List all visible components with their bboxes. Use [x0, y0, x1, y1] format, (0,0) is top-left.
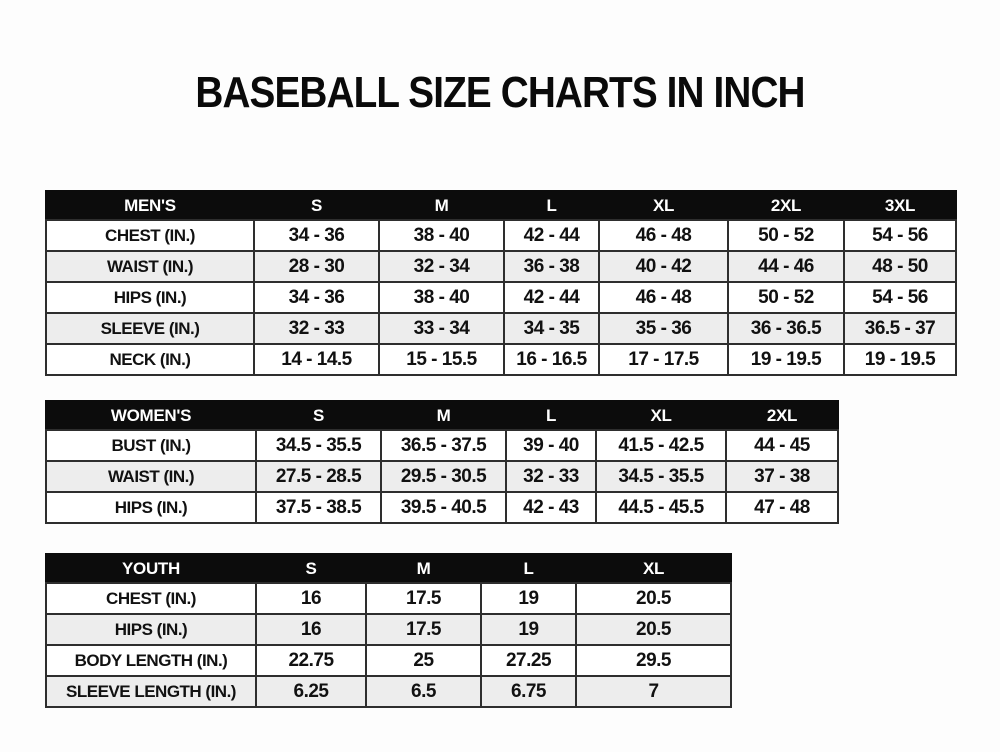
column-header-cell: L [481, 554, 576, 583]
table-row [46, 461, 838, 492]
column-header-cell: L [504, 191, 599, 220]
size-value-cell: 6.5 [366, 676, 481, 707]
column-header-cell: XL [596, 401, 726, 430]
column-header-cell: XL [576, 554, 731, 583]
size-value-cell: 37.5 - 38.5 [256, 492, 381, 523]
row-label-cell: HIPS (IN.) [46, 282, 254, 313]
size-value-cell: 42 - 44 [504, 220, 599, 251]
size-value-cell: 16 [256, 614, 366, 645]
size-value-cell: 32 - 33 [506, 461, 596, 492]
size-value-cell: 20.5 [576, 583, 731, 614]
size-value-cell: 34 - 36 [254, 282, 379, 313]
size-value-cell: 7 [576, 676, 731, 707]
size-value-cell: 46 - 48 [599, 220, 728, 251]
mens-header-row [46, 191, 956, 220]
size-value-cell: 19 - 19.5 [728, 344, 844, 375]
table-row [46, 492, 838, 523]
size-value-cell: 6.75 [481, 676, 576, 707]
size-value-cell: 42 - 44 [504, 282, 599, 313]
size-value-cell: 16 - 16.5 [504, 344, 599, 375]
size-value-cell: 20.5 [576, 614, 731, 645]
size-value-cell: 36.5 - 37.5 [381, 430, 506, 461]
size-value-cell: 50 - 52 [728, 282, 844, 313]
mens-size-table [45, 190, 957, 376]
row-label-cell: NECK (IN.) [46, 344, 254, 375]
size-value-cell: 44.5 - 45.5 [596, 492, 726, 523]
size-value-cell: 29.5 - 30.5 [381, 461, 506, 492]
size-value-cell: 32 - 33 [254, 313, 379, 344]
size-value-cell: 25 [366, 645, 481, 676]
size-value-cell: 16 [256, 583, 366, 614]
size-value-cell: 27.5 - 28.5 [256, 461, 381, 492]
womens-header-row [46, 401, 838, 430]
size-value-cell: 17.5 [366, 614, 481, 645]
size-value-cell: 17.5 [366, 583, 481, 614]
size-value-cell: 34 - 36 [254, 220, 379, 251]
table-row [46, 676, 731, 707]
row-label-cell: SLEEVE (IN.) [46, 313, 254, 344]
table-row [46, 313, 956, 344]
row-label-cell: HIPS (IN.) [46, 492, 256, 523]
youth-size-table [45, 553, 732, 708]
size-value-cell: 48 - 50 [844, 251, 956, 282]
column-header-cell: 2XL [726, 401, 838, 430]
size-value-cell: 50 - 52 [728, 220, 844, 251]
column-header-cell: M [379, 191, 504, 220]
table-title-cell: WOMEN'S [46, 401, 256, 430]
size-value-cell: 54 - 56 [844, 220, 956, 251]
size-value-cell: 47 - 48 [726, 492, 838, 523]
size-value-cell: 15 - 15.5 [379, 344, 504, 375]
row-label-cell: SLEEVE LENGTH (IN.) [46, 676, 256, 707]
row-label-cell: WAIST (IN.) [46, 251, 254, 282]
column-header-cell: S [256, 554, 366, 583]
row-label-cell: WAIST (IN.) [46, 461, 256, 492]
size-value-cell: 44 - 45 [726, 430, 838, 461]
size-value-cell: 22.75 [256, 645, 366, 676]
table-row [46, 430, 838, 461]
table-row [46, 251, 956, 282]
size-value-cell: 34.5 - 35.5 [596, 461, 726, 492]
size-value-cell: 36 - 38 [504, 251, 599, 282]
size-value-cell: 28 - 30 [254, 251, 379, 282]
column-header-cell: XL [599, 191, 728, 220]
size-value-cell: 37 - 38 [726, 461, 838, 492]
column-header-cell: 2XL [728, 191, 844, 220]
row-label-cell: CHEST (IN.) [46, 220, 254, 251]
size-value-cell: 39.5 - 40.5 [381, 492, 506, 523]
column-header-cell: S [254, 191, 379, 220]
table-row [46, 282, 956, 313]
size-value-cell: 6.25 [256, 676, 366, 707]
size-value-cell: 42 - 43 [506, 492, 596, 523]
row-label-cell: BODY LENGTH (IN.) [46, 645, 256, 676]
youth-header-row [46, 554, 731, 583]
size-value-cell: 29.5 [576, 645, 731, 676]
size-value-cell: 17 - 17.5 [599, 344, 728, 375]
size-value-cell: 35 - 36 [599, 313, 728, 344]
column-header-cell: M [366, 554, 481, 583]
size-value-cell: 39 - 40 [506, 430, 596, 461]
size-value-cell: 40 - 42 [599, 251, 728, 282]
size-value-cell: 38 - 40 [379, 282, 504, 313]
size-value-cell: 14 - 14.5 [254, 344, 379, 375]
page-title: BASEBALL SIZE CHARTS IN INCH [195, 68, 805, 117]
table-row [46, 583, 731, 614]
size-value-cell: 19 - 19.5 [844, 344, 956, 375]
womens-size-table [45, 400, 839, 524]
size-value-cell: 36.5 - 37 [844, 313, 956, 344]
column-header-cell: S [256, 401, 381, 430]
size-value-cell: 46 - 48 [599, 282, 728, 313]
size-value-cell: 19 [481, 614, 576, 645]
table-row [46, 220, 956, 251]
size-value-cell: 19 [481, 583, 576, 614]
size-value-cell: 38 - 40 [379, 220, 504, 251]
row-label-cell: CHEST (IN.) [46, 583, 256, 614]
size-value-cell: 54 - 56 [844, 282, 956, 313]
size-value-cell: 33 - 34 [379, 313, 504, 344]
row-label-cell: BUST (IN.) [46, 430, 256, 461]
size-value-cell: 27.25 [481, 645, 576, 676]
size-value-cell: 32 - 34 [379, 251, 504, 282]
size-value-cell: 34.5 - 35.5 [256, 430, 381, 461]
column-header-cell: M [381, 401, 506, 430]
table-title-cell: MEN'S [46, 191, 254, 220]
row-label-cell: HIPS (IN.) [46, 614, 256, 645]
size-value-cell: 36 - 36.5 [728, 313, 844, 344]
column-header-cell: L [506, 401, 596, 430]
table-title-cell: YOUTH [46, 554, 256, 583]
column-header-cell: 3XL [844, 191, 956, 220]
size-value-cell: 41.5 - 42.5 [596, 430, 726, 461]
table-row [46, 344, 956, 375]
table-row [46, 645, 731, 676]
size-value-cell: 34 - 35 [504, 313, 599, 344]
size-value-cell: 44 - 46 [728, 251, 844, 282]
table-row [46, 614, 731, 645]
